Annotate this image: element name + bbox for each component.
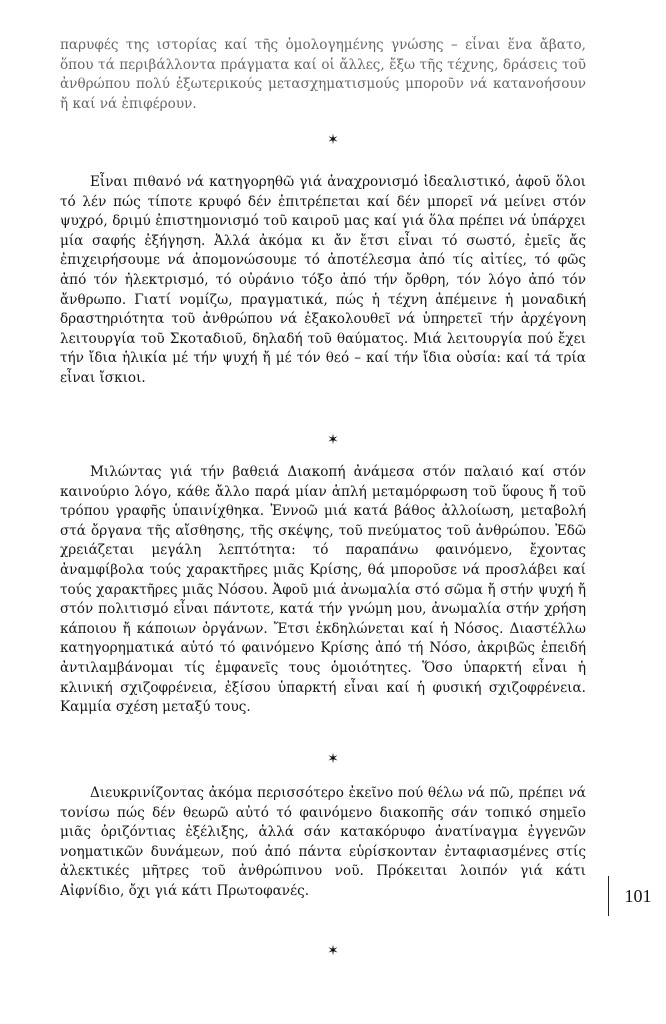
paragraph-text: Εἶναι πιθανό νά κατηγορηθῶ γιά ἀναχρονισμό ἰδεαλιστικό, ἀφοῦ ὅλοι τό λέν πώς τίποτε κρυφό δέν ἐπιτρέπεται καί δέν μπορεῖ νά μείνει στόν ψυχρό, δριμύ ἐπιστημονισμό τοῦ καιροῦ μας καί γιά ὅλα πρέπει νά ὑπάρχει μία σαφής ἐξήγηση. Ἀλλά ἀκόμα κι ἄν ἔτσι εἶναι τό σωστό, ἐμεῖς ἄς ἐπιχειρήσουμε νά ἀπομονώσουμε τό ἀποτέλεσμα ἀπό τίς αἰτίες, τό φῶς ἀπό τόν ἠλεκτρισμό, τό οὐράνιο τόξο ἀπό τήν ὄρθρη, τόν λόγο ἀπό τόν ἄνθρωπο. Γιατί νομίζω, πραγματικά, πώς ἡ τέχνη ἀπέμεινε ἡ μοναδική δραστηριότητα τοῦ ἀνθρώπου νά ἐξακολουθεῖ νά ὑπηρετεῖ τήν ἀρχέγονη λειτουργία τοῦ Σκοταδιοῦ, δηλαδή τοῦ θαύματος. Μιά λειτουργία πού ἔχει τήν ἴδια ἡλικία μέ τήν ψυχή ἤ μέ τόν θεό – καί τήν ἴδια οὐσία: καί τά τρία εἶναι ἴσκιοι. bbox=[60, 174, 586, 386]
paragraph-text: παρυφές της ιστορίας καί τῆς ὁμολογημένης γνώσης – εἶναι ἕνα ἄβατο, ὅπου τά περιβάλλοντα πράγματα καί οἱ ἄλλες, ἔξω τῆς τέχνης, δράσεις τοῦ ἀνθρώπου πολύ ἐξωτερικούς μετασχηματισμούς μποροῦν νά κατανοήσουν ἤ καί νά ἐπιφέρουν. bbox=[60, 37, 586, 112]
paragraph-4 bbox=[60, 784, 586, 902]
section-separator-star: ✶ bbox=[327, 132, 339, 148]
section-separator-star: ✶ bbox=[327, 751, 339, 767]
paragraph-3 bbox=[60, 463, 586, 718]
paragraph-2 bbox=[60, 173, 586, 389]
page-number: 101 bbox=[608, 876, 666, 916]
section-separator-star: ✶ bbox=[327, 943, 339, 959]
section-separator-star: ✶ bbox=[327, 432, 339, 448]
paragraph-text: Διευκρινίζοντας ἀκόμα περισσότερο ἐκεῖνο πού θέλω νά πῶ, πρέπει νά τονίσω πώς δέν θεωρῶ αὐτό τό φαινόμενο διακοπῆς σάν τοπικό σημεῖο μιᾶς ὁριζόντιας ἐξέλιξης, ἀλλά σάν κατακόρυφο ἀνατίναγμα ἐγγενῶν νοηματικῶν δυνάμεων, πού ἀπό πάντα εὑρίσκονταν ἐνταφιασμένες στίς ἀλεκτικές μῆτρες τοῦ ἀνθρώπινου νοῦ. Πρόκειται λοιπόν γιά κάτι Αἰφνίδιο, ὄχι γιά κάτι Πρωτοφανές. bbox=[60, 785, 586, 899]
paragraph-text: Μιλώντας γιά τήν βαθειά Διακοπή ἀνάμεσα στόν παλαιό καί στόν καινούριο λόγο, κάθε ἄλλο παρά μίαν ἁπλή μεταμόρφωση τοῦ ὕφους ἤ τοῦ τρόπου γραφῆς ὑπαινίχθηκα. Ἐννοῶ μιά κατά βάθος ἀλλοίωση, μεταβολή στά ὄργανα τῆς αἴσθησης, τῆς σκέψης, τοῦ πνεύματος τοῦ ἀνθρώπου. Ἐδῶ χρειάζεται μεγάλη λεπτότητα: τό παραπάνω φαινόμενο, ἔχοντας ἀναμφίβολα τούς χαρακτῆρες μιᾶς Κρίσης, θά μποροῦσε νά προσλάβει καί τούς χαρακτῆρες μιᾶς Νόσου. Ἀφοῦ μιά ἀνωμαλία στό σῶμα ἤ στήν ψυχή ἤ στόν πολιτισμό εἶναι πάντοτε, κατά τήν γνώμη μου, ἀνωμαλία στήν χρήση κάποιου ἤ κάποιων ὀργάνων. Ἔτσι ἐκδηλώνεται καί ἡ Νόσος. Διαστέλλω κατηγορηματικά αὐτό τό φαινόμενο Κρίσης ἀπό τή Νόσο, ἀκριβῶς ἐπειδή ἀντιλαμβάνομαι τίς ἐμφανεῖς τους ὁμοιότητες. Ὅσο ὑπαρκτή εἶναι ἡ κλινική σχιζοφρένεια, ἐξίσου ὑπαρκτή εἶναι καί ἡ φυσική σχιζοφρένεια. Καμμία σχέση μεταξύ τους. bbox=[60, 464, 586, 716]
paragraph-continued bbox=[60, 36, 586, 114]
